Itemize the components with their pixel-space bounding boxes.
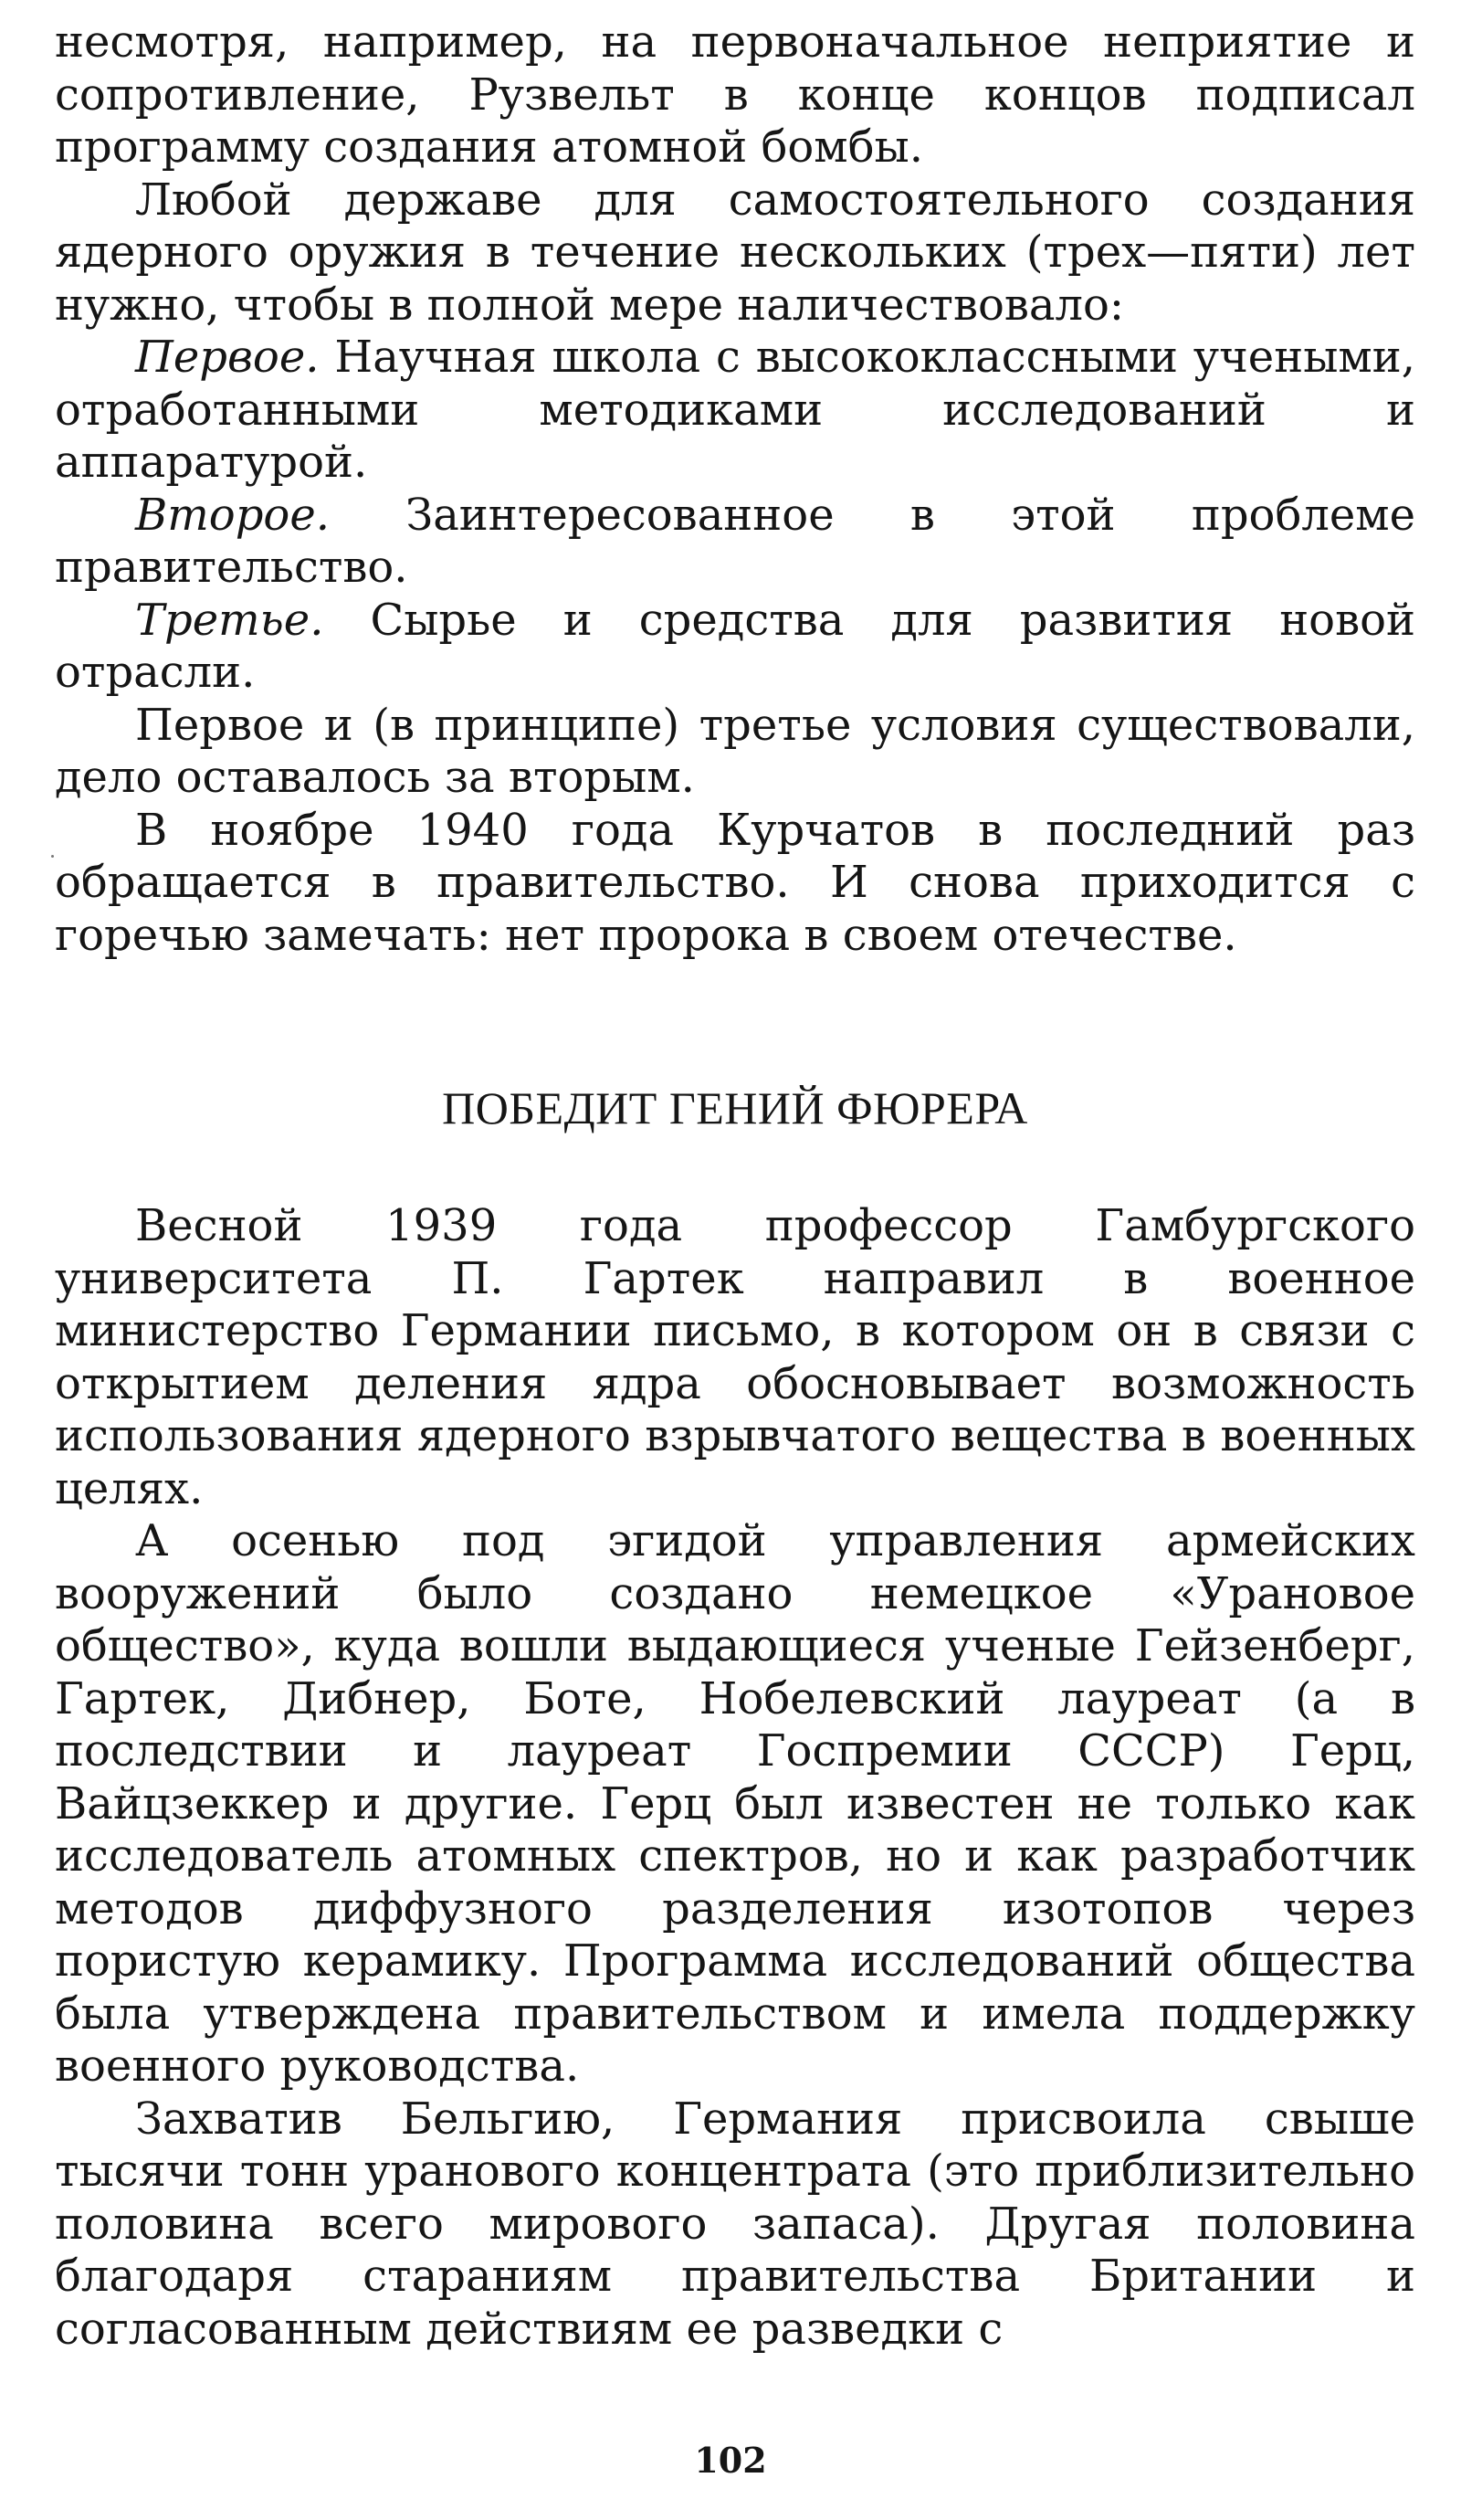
condition-lead-word: Первое. [135,332,320,383]
paragraph-text: Весной 1939 года профессор Гамбургского университета П. Гартек направил в военное министерство Германии письмо, в котором он в связи с открытием деления ядра обосновывает возможность использования ядерного взрывчатого вещества в военных целях. [55,1200,1415,1514]
paragraph-text: Первое и (в принципе) третье условия существовали, дело оставалось за вторым. [55,699,1415,803]
paragraph-text: несмотря, например, на первоначальное неприятие и сопротивление, Рузвельт в конце концов подписал программу создания атомной бомбы. [55,16,1415,173]
paragraph-text: Заинтересованное в этой проблеме правительство. [55,489,1415,593]
section-body [55,1200,1415,2356]
paragraph-continuation [55,16,1415,174]
paragraph-text: В ноябре 1940 года Курчатов в последний раз обращается в правительство. И снова приходится с горечью замечать: нет пророка в своем отечестве. [55,804,1415,961]
paragraph-kurchatov [55,805,1415,963]
paragraph-uranium-society [55,1515,1415,2093]
paragraph-conditions-status [55,700,1415,805]
paragraph-text: А осенью под эгидой управления армейских вооружений было создано немецкое «Урановое общество», куда вошли выдающиеся ученые Гейзенберг, Гартек, Дибнер, Боте, Нобелевский лауреат (а в последствии и лауреат Госпремии СССР) Герц, Вайцзеккер и другие. Герц был известен не только как исследователь атомных спектров, но и как разработчик методов диффузного разделения изотопов через пористую керамику. Программа исследований общества была утверждена правительством и имела поддержку военного руководства. [55,1515,1415,2092]
condition-lead-word: Второе. [135,489,330,541]
paragraph-gartek-letter [55,1200,1415,1515]
paragraph-text: Любой державе для самостоятельного создания ядерного оружия в течение нескольких (трех—пяти) лет нужно, чтобы в полной мере наличествовало: [55,174,1415,331]
section-heading: ПОБЕДИТ ГЕНИЙ ФЮРЕРА [442,1082,1028,1133]
condition-lead-word: Третье. [135,594,324,646]
paragraph-text: Научная школа с высококлассными учеными, отработанными методиками исследований и аппаратурой. [55,332,1415,488]
paragraph-condition-first [55,332,1415,490]
page-body [55,16,1415,2356]
print-speck [51,855,54,858]
paragraph-text: Захватив Бельгию, Германия присвоила свыше тысячи тонн уранового концентрата (это приблизительно половина всего мирового запаса). Другая половина благодаря стараниям правительства Британии и согласованным действиям ее разведки с [55,2093,1415,2355]
page-number: 102 [694,2440,767,2481]
paragraph-belgium-uranium [55,2093,1415,2357]
paragraph-text: Сырье и средства для развития новой отрасли. [55,594,1415,698]
paragraph-condition-second [55,490,1415,595]
paragraph-requirements-intro [55,174,1415,332]
paragraph-condition-third [55,595,1415,700]
